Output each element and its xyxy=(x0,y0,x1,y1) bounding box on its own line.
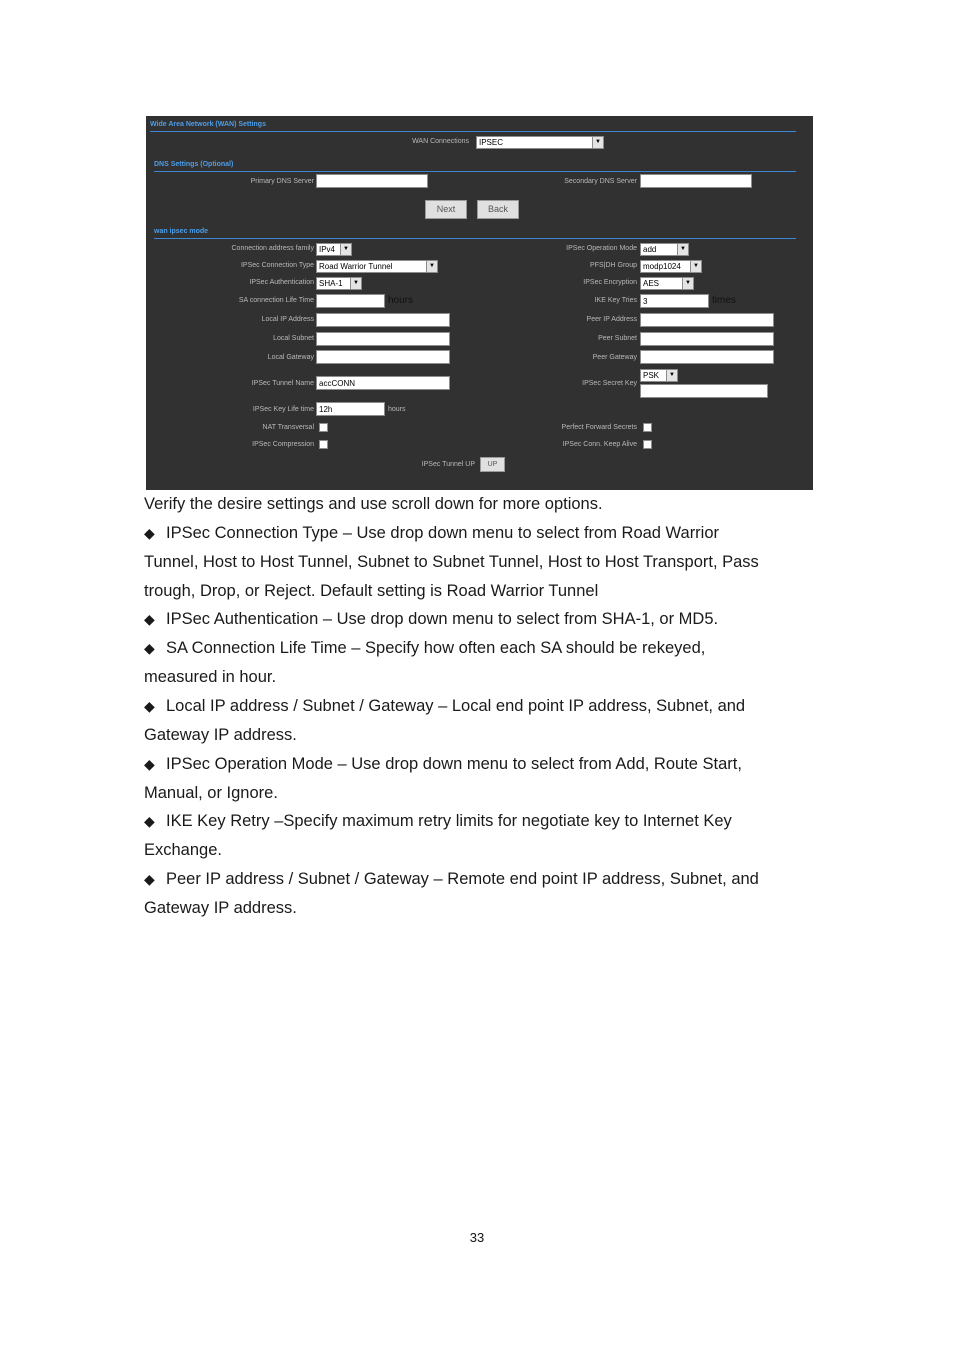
ike-tries-unit: times xyxy=(712,295,736,306)
diamond-bullet-icon: ◆ xyxy=(144,813,155,829)
tunnel-name-input[interactable]: accCONN xyxy=(316,376,450,390)
pfs-checkbox[interactable] xyxy=(643,423,652,432)
section-divider xyxy=(150,131,796,132)
next-button[interactable]: Next xyxy=(425,200,467,219)
tunnel-up-button[interactable]: UP xyxy=(480,457,505,472)
pfs-group-label: PFS|DH Group xyxy=(590,262,637,269)
diamond-bullet-icon: ◆ xyxy=(144,611,155,627)
peer-ip-input[interactable] xyxy=(640,313,774,327)
secret-key-type-value: PSK xyxy=(643,371,660,380)
diamond-bullet-icon: ◆ xyxy=(144,698,155,714)
secondary-dns-label: Secondary DNS Server xyxy=(564,178,637,185)
bullet-sa-life-time: ◆ SA Connection Life Time – Specify how often each SA should be rekeyed, measured in hour. xyxy=(144,634,824,692)
diamond-bullet-icon: ◆ xyxy=(144,871,155,887)
pfs-group-select[interactable] xyxy=(640,260,702,273)
chevron-down-icon: ▼ xyxy=(340,244,351,255)
chevron-down-icon: ▼ xyxy=(677,244,688,255)
op-mode-select[interactable] xyxy=(640,243,689,256)
secret-key-label: IPSec Secret Key xyxy=(582,380,637,387)
tunnel-up-label: IPSec Tunnel UP xyxy=(421,461,475,468)
primary-dns-label: Primary DNS Server xyxy=(250,178,314,185)
chevron-down-icon: ▼ xyxy=(350,278,361,289)
wan-connections-value: IPSEC xyxy=(479,138,504,147)
conn-family-value: IPv4 xyxy=(319,245,336,254)
pfs-label: Perfect Forward Secrets xyxy=(561,424,637,431)
ike-tries-label: IKE Key Tries xyxy=(594,297,637,304)
auth-value: SHA-1 xyxy=(319,279,343,288)
bullet-authentication: ◆ IPSec Authentication – Use drop down menu to select from SHA-1, or MD5. xyxy=(144,605,824,634)
bullet-ike-key-retry: ◆ IKE Key Retry –Specify maximum retry limits for negotiate key to Internet Key Exchange. xyxy=(144,807,824,865)
secondary-dns-input[interactable] xyxy=(640,174,752,188)
keepalive-label: IPSec Conn. Keep Alive xyxy=(562,441,637,448)
compression-checkbox[interactable] xyxy=(319,440,328,449)
diamond-bullet-icon: ◆ xyxy=(144,525,155,541)
key-life-unit: hours xyxy=(388,406,406,413)
peer-ip-label: Peer IP Address xyxy=(586,316,637,323)
peer-subnet-input[interactable] xyxy=(640,332,774,346)
wan-connections-label: WAN Connections xyxy=(412,138,469,145)
secret-key-type-select[interactable] xyxy=(640,369,678,382)
nat-label: NAT Transversal xyxy=(262,424,314,431)
chevron-down-icon: ▼ xyxy=(592,137,603,148)
peer-gateway-input[interactable] xyxy=(640,350,774,364)
auth-select[interactable] xyxy=(316,277,362,290)
encryption-select[interactable] xyxy=(640,277,694,290)
dns-section-title: DNS Settings (Optional) xyxy=(154,161,234,168)
back-button[interactable]: Back xyxy=(477,200,519,219)
diamond-bullet-icon: ◆ xyxy=(144,756,155,772)
encryption-label: IPSec Encryption xyxy=(583,279,637,286)
bullet-operation-mode: ◆ IPSec Operation Mode – Use drop down menu to select from Add, Route Start, Manual, or Ignore. xyxy=(144,750,824,808)
section-divider xyxy=(154,171,796,172)
sa-life-input[interactable] xyxy=(316,294,385,308)
chevron-down-icon: ▼ xyxy=(666,370,677,381)
nat-checkbox[interactable] xyxy=(319,423,328,432)
local-subnet-input[interactable] xyxy=(316,332,450,346)
op-mode-label: IPSec Operation Mode xyxy=(566,245,637,252)
chevron-down-icon: ▼ xyxy=(690,261,701,272)
primary-dns-input[interactable] xyxy=(316,174,428,188)
tunnel-name-label: IPSec Tunnel Name xyxy=(251,380,314,387)
conn-family-label: Connection address family xyxy=(231,245,314,252)
keepalive-checkbox[interactable] xyxy=(643,440,652,449)
local-gateway-input[interactable] xyxy=(316,350,450,364)
key-life-input[interactable]: 12h xyxy=(316,402,385,416)
wan-section-title: Wide Area Network (WAN) Settings xyxy=(150,121,266,128)
sa-life-unit: hours xyxy=(388,295,414,306)
diamond-bullet-icon: ◆ xyxy=(144,640,155,656)
peer-gateway-label: Peer Gateway xyxy=(592,354,637,361)
bullet-connection-type: ◆ IPSec Connection Type – Use drop down menu to select from Road Warrior Tunnel, Host to Host Tunnel, Subnet to Subnet Tunnel, Host to Host Transport, Pass trough, Drop, or Reject. Default setting is Road Warrior Tunnel xyxy=(144,519,824,606)
bullet-peer-address: ◆ Peer IP address / Subnet / Gateway – Remote end point IP address, Subnet, and Gateway IP address. xyxy=(144,865,824,923)
pfs-group-value: modp1024 xyxy=(643,262,681,271)
local-ip-input[interactable] xyxy=(316,313,450,327)
conn-type-select[interactable] xyxy=(316,260,438,273)
key-life-label: IPSec Key Life time xyxy=(252,406,314,413)
chevron-down-icon: ▼ xyxy=(682,278,693,289)
intro-text: Verify the desire settings and use scroll down for more options. xyxy=(144,495,603,513)
local-gateway-label: Local Gateway xyxy=(267,354,314,361)
op-mode-value: add xyxy=(643,245,657,254)
conn-type-value: Road Warrior Tunnel xyxy=(319,262,393,271)
compression-label: IPSec Compression xyxy=(252,441,314,448)
encryption-value: AES xyxy=(643,279,660,288)
conn-family-select[interactable] xyxy=(316,243,352,256)
wan-connections-select[interactable] xyxy=(476,136,604,149)
auth-label: IPSec Authentication xyxy=(249,279,314,286)
chevron-down-icon: ▼ xyxy=(426,261,437,272)
page-number: 33 xyxy=(469,1230,485,1245)
conn-type-label: IPSec Connection Type xyxy=(240,262,314,269)
ipsec-section-title: wan ipsec mode xyxy=(154,228,209,235)
peer-subnet-label: Peer Subnet xyxy=(598,335,637,342)
local-ip-label: Local IP Address xyxy=(261,316,314,323)
wan-settings-screenshot xyxy=(146,116,813,490)
secret-key-input[interactable] xyxy=(640,384,768,398)
bullet-local-address: ◆ Local IP address / Subnet / Gateway – Local end point IP address, Subnet, and Gateway IP address. xyxy=(144,692,824,750)
section-divider xyxy=(154,238,796,239)
sa-life-label: SA connection Life Time xyxy=(238,297,314,304)
ike-tries-input[interactable]: 3 xyxy=(640,294,709,308)
local-subnet-label: Local Subnet xyxy=(273,335,314,342)
